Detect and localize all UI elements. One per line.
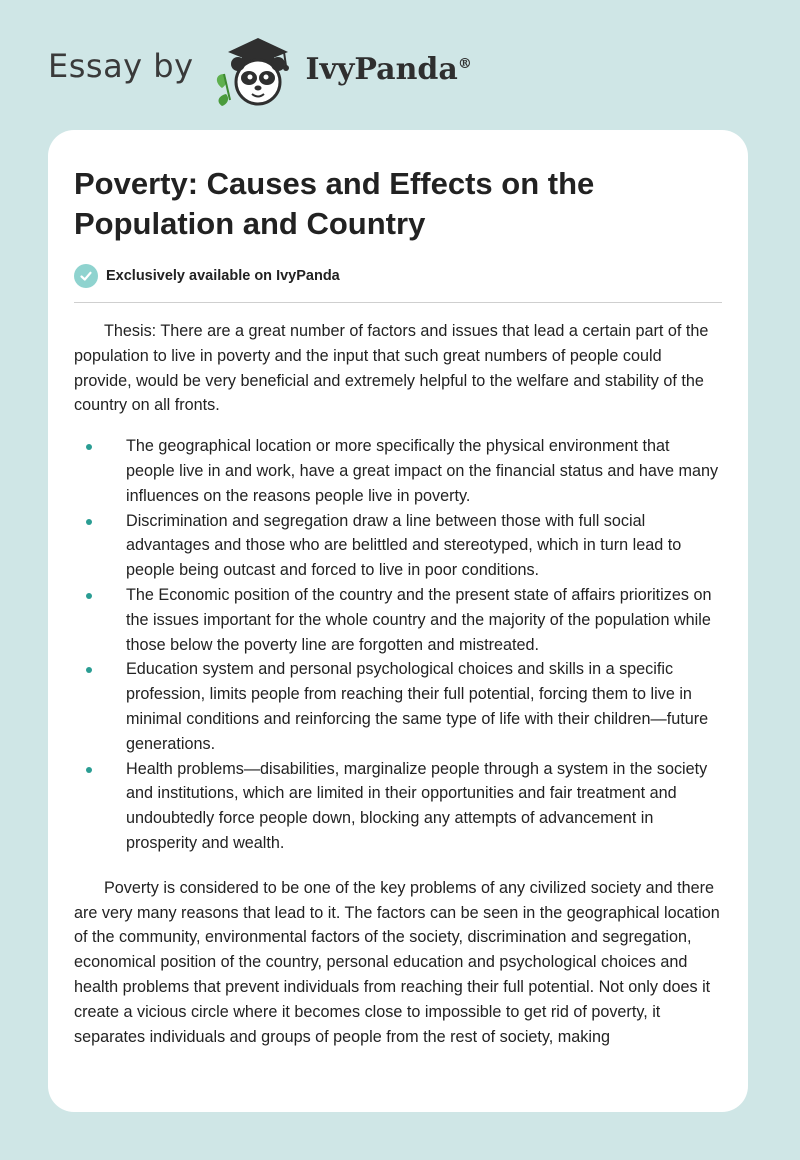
bullet-icon [86, 767, 92, 773]
check-circle-icon [74, 264, 98, 288]
brand-name [306, 52, 472, 87]
bullet-icon [86, 667, 92, 673]
site-header [48, 30, 472, 110]
list-item-text: Health problems—disabilities, marginalize people through a system in the society and institutions, which are limited in their opportunities and fair treatment and undoubtedly force people down, blocking any attempts of advancement in prosperity and wealth. [126, 759, 708, 852]
thesis-paragraph: Thesis: There are a great number of factors and issues that lead a certain part of the population to live in poverty and the input that such great numbers of people could provide, would be very beneficial and extremely helpful to the welfare and stability of the country on all fronts. [74, 322, 709, 415]
bullet-icon [86, 519, 92, 525]
list-item [74, 434, 722, 508]
body-paragraph: Poverty is considered to be one of the key problems of any civilized society and there are very many reasons that lead to it. The factors can be seen in the geographical location of the community, environmental factors of the society, discrimination and segregation, economical position of the country, personal education and psychological choices and health problems that prevent individuals from reaching their full potential. Not only does it create a vicious circle where it becomes close to impossible to get rid of poverty, it separates individuals and groups of people from the rest of society, making [74, 878, 720, 1046]
list-item [74, 509, 722, 583]
list-item-text: The Economic position of the country and the present state of affairs prioritizes on the issues important for the whole country and the majority of the population while those below the poverty line are forgotten and mistreated. [126, 585, 712, 654]
list-item-text: Discrimination and segregation draw a line between those with full social advantages and those who are belittled and stereotyped, which in turn lead to people being outcast and forced to live in poor conditions. [126, 511, 682, 580]
bullet-icon [86, 593, 92, 599]
exclusive-badge [74, 264, 722, 303]
list-item [74, 583, 722, 657]
list-item [74, 757, 722, 856]
registered-mark: ® [457, 55, 472, 72]
brand-text: IvyPanda [305, 51, 458, 87]
ivypanda-logo[interactable] [208, 30, 472, 110]
essay-by-label: Essay by [48, 47, 194, 85]
essay-body [74, 319, 722, 1049]
list-item [74, 657, 722, 756]
list-item-text: The geographical location or more specifically the physical environment that people live in and work, have a great impact on the financial status and have many influences on the reasons people live in poverty. [126, 437, 719, 505]
causes-list [74, 434, 722, 856]
page-title: Poverty: Causes and Effects on the Population and Country [74, 166, 595, 241]
list-item-text: Education system and personal psychological choices and skills in a specific profession, limits people from reaching their full potential, forcing them to live in minimal conditions and reinforcing the same type of life with their children—future generations. [126, 660, 709, 753]
exclusive-label: Exclusively available on IvyPanda [106, 268, 340, 284]
panda-mascot-icon [208, 30, 298, 110]
essay-card [48, 130, 748, 1112]
bullet-icon [86, 444, 92, 450]
